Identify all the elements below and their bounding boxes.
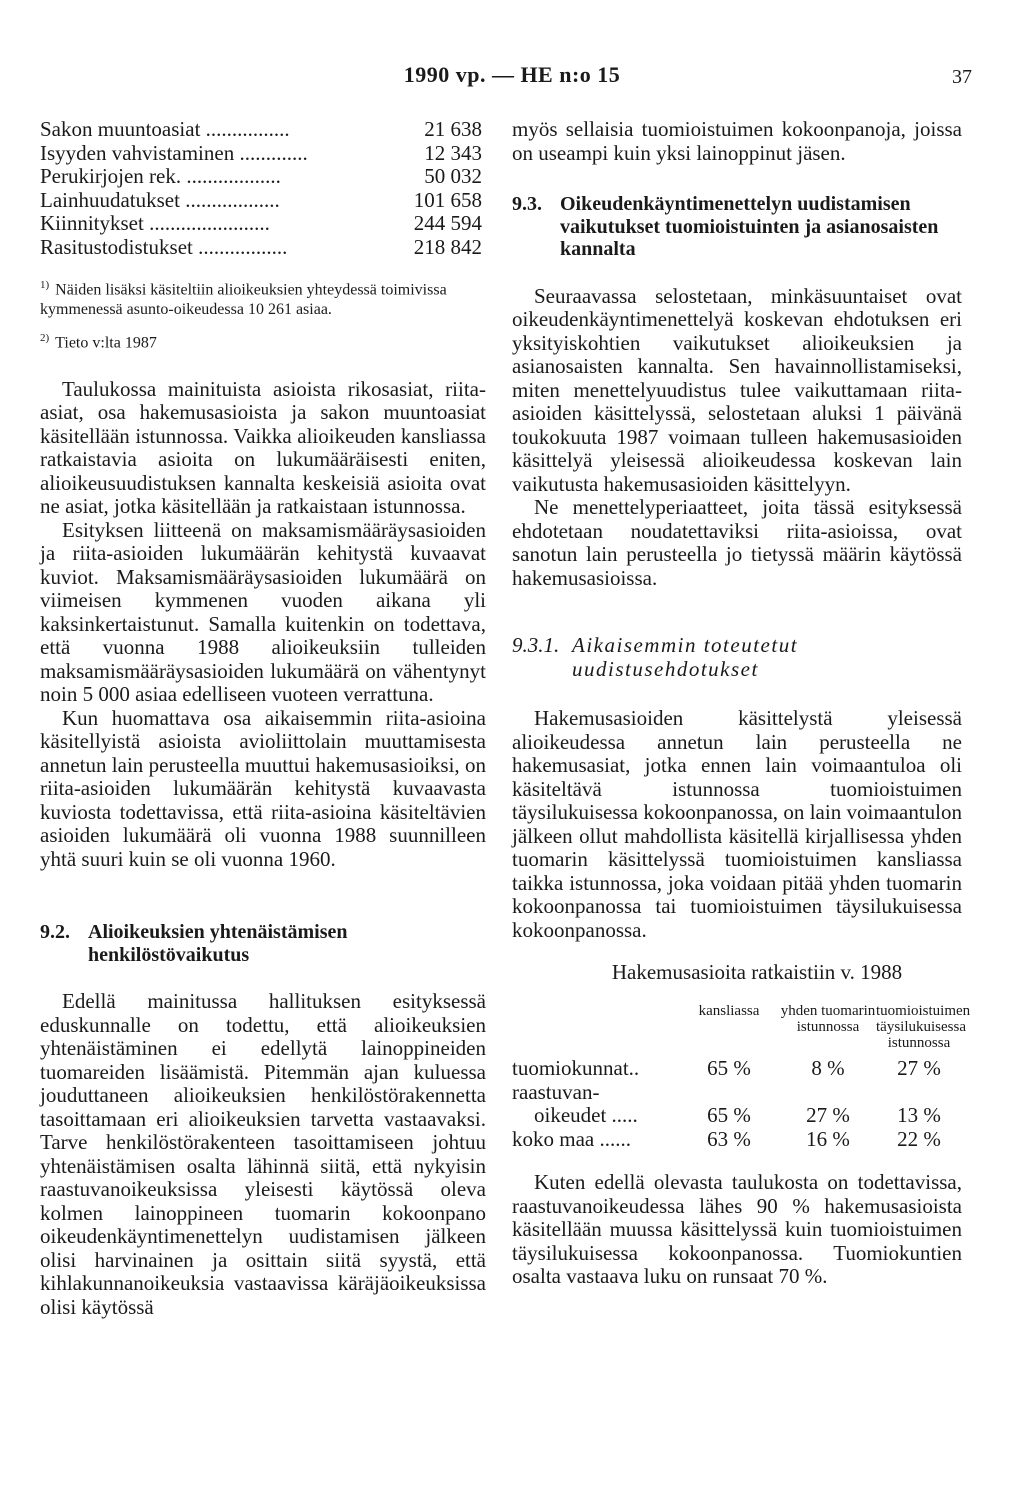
row-label: koko maa ...... — [512, 1127, 631, 1151]
page-number: 37 — [952, 66, 972, 88]
section-9-3-body — [512, 285, 962, 591]
cell: 16 % — [806, 1126, 850, 1151]
section-heading-9-2 — [40, 921, 486, 966]
footnote — [40, 275, 486, 320]
footnote-mark: 2) — [40, 332, 50, 345]
section-title: Aikaisemmin toteutetut uudistusehdotukset — [572, 633, 799, 681]
row-label: Sakon muuntoasiat ................ — [40, 118, 290, 141]
row-value: 218 842 — [413, 234, 482, 259]
section-title: Alioikeuksien yhtenäistämisen henkilöstövaikutus — [88, 921, 348, 966]
table-row — [40, 142, 486, 166]
footnote-text: Tieto v:lta 1987 — [55, 334, 157, 352]
table-row — [512, 1081, 962, 1105]
table-row — [40, 189, 486, 213]
section-number: 9.3. — [512, 193, 542, 215]
table-row — [512, 1057, 962, 1081]
column-header: tuomioistuimen täysilukuisessa istunnossa — [876, 1003, 971, 1051]
cell — [780, 1081, 876, 1105]
cell: 27 % — [897, 1056, 941, 1080]
right-column — [512, 117, 971, 1289]
table-row — [512, 1128, 962, 1152]
footnote — [40, 328, 486, 353]
cell: 8 % — [811, 1056, 845, 1080]
left-column — [40, 118, 486, 1319]
left-body — [40, 378, 486, 872]
cell — [876, 1081, 962, 1105]
cell: 27 % — [806, 1103, 850, 1127]
footnote-mark: 1) — [40, 279, 50, 291]
row-label: Isyyden vahvistaminen ............. — [40, 141, 308, 165]
paragraph: Edellä mainitussa hallituksen esityksessä eduskunnalle on todettu, että alioikeuksien yhtenäistäminen ei edellytä lainoppineiden tuomareiden lisäämistä. Pitemmän ajan kuluessa jouduttaneen alioikeuksien henkilöstörakennetta tasoittamaan eri alioikeuksien tarvetta vastaavaksi. Tarve henkilöstörakenteen tasoittamiseen johtuu yhtenäistämisen osalta lähinnä siitä, että nykyisin raastuvanoikeuksissa yleisesti käytössä oleva kolmen lainoppineen tuomarin kokoonpano oikeudenkäyntimenettelyn uudistamisen jälkeen olisi harvinainen ja osittain siitä syystä, että kihlakunnanoikeuksia vastaavissa käräjäoikeuksissa olisi käytössä — [40, 989, 486, 1319]
row-label: Kiinnitykset ....................... — [40, 212, 270, 235]
footnote-text: Näiden lisäksi käsiteltiin alioikeuksien yhteydessä toimivissa kymmenessä asunto-oikeudessa 10 261 asiaa. — [40, 281, 447, 319]
row-label: raastuvan- — [512, 1080, 600, 1104]
row-value: 12 343 — [424, 140, 482, 165]
row-label: Rasitustodistukset ................. — [40, 235, 288, 259]
section-heading-9-3-1 — [512, 634, 962, 681]
footnotes — [40, 275, 486, 354]
page-title: 1990 vp. — HE n:o 15 — [403, 62, 621, 87]
row-value: 244 594 — [413, 211, 482, 235]
table-row — [40, 165, 486, 189]
section-number: 9.2. — [40, 921, 70, 944]
row-value: 101 658 — [413, 187, 482, 212]
row-value: 21 638 — [424, 117, 482, 141]
paragraph: Esityksen liitteenä on maksamismääräysasioiden ja riita-asioiden lukumäärän kehitystä kuvaavat kuviot. Maksamismääräysasioiden lukumäärä on viimeisen kymmenen vuoden aikana yli kaksinkertaistunut. Samalla kuitenkin on todettava, että vuonna 1988 alioikeuksiin tulleiden maksamismääräysasioiden lukumäärä on vähentynyt noin 5 000 asiaa edelliseen vuoteen verrattuna. — [40, 517, 486, 707]
row-label: tuomiokunnat.. — [512, 1057, 640, 1080]
table-row — [40, 236, 486, 260]
table-row — [512, 1104, 962, 1128]
cell: 13 % — [897, 1103, 941, 1127]
paragraph: Ne menettelyperiaatteet, joita tässä esityksessä ehdotetaan noudatettaviksi riita-asioissa, ovat sanotun lain perusteella jo tietyssä määrin käytössä hakemusasioissa. — [512, 495, 962, 590]
table-title: Hakemusasioita ratkaistiin v. 1988 — [611, 960, 903, 984]
row-label: oikeudet ..... — [534, 1104, 638, 1127]
paragraph: Taulukossa mainituista asioista rikosasiat, riita-asiat, osa hakemusasioista ja sakon muuntoasiat käsitellään istunnossa. Vaikka alioikeuden kansliassa ratkaistavia asioita on lukumääräisesti eniten, alioikeusuudistuksen kannalta keskeisiä asioita ovat ne asiat, jotka käsitellään ja ratkaistaan istunnossa. — [40, 376, 486, 519]
row-label: Perukirjojen rek. .................. — [40, 165, 281, 188]
row-value: 50 032 — [424, 164, 482, 188]
column-header: kansliassa — [698, 1003, 760, 1019]
paragraph: Seuraavassa selostetaan, minkäsuuntaiset ovat oikeudenkäyntimenettelyä koskevan ehdotuksen eri yksityiskohtien vaikutukset alioikeuksien ja asianosaisten kannalta. Sen havainnollistamiseksi, miten menettelyuudistus tulee vaikuttamaan riita-asioiden käsittelyssä, selostetaan aluksi 1 päivänä toukokuuta 1987 voimaan tulleen hakemusasioiden käsittelyä yleisessä alioikeudessa koskevan lain vaikutusta hakemusasioiden käsittelyyn. — [512, 283, 962, 496]
row-label: Lainhuudatukset .................. — [40, 188, 280, 212]
paragraph: myös sellaisia tuomioistuimen kokoonpanoja, joissa on useampi kuin yksi lainoppinut jäsen. — [512, 117, 962, 165]
hakemus-table — [512, 960, 971, 1151]
cell — [678, 1081, 780, 1105]
section-number: 9.3.1. — [512, 633, 560, 657]
cell: 65 % — [707, 1056, 751, 1080]
table-row — [40, 212, 486, 236]
paragraph: Kun huomattava osa aikaisemmin riita-asioina käsitellyistä asioista avioliittolain muuttamisesta annetun lain perusteella muuttui hakemusasioiksi, on riita-asioiden lukumäärän kehitystä kuvaavasta kuviosta todettavissa, että riita-asioina käsiteltävien asioiden lukumäärä oli vuonna 1988 suunnilleen yhtä suuri kuin se oli vuonna 1960. — [40, 705, 486, 871]
table-row — [40, 118, 486, 142]
cell: 22 % — [897, 1126, 941, 1151]
column-header: yhden tuomarin istunnossa — [780, 1003, 876, 1035]
section-title: Oikeudenkäyntimenettelyn uudistamisen vaikutukset tuomioistuinten ja asianosaisten kannalta — [560, 193, 939, 260]
paragraph: Hakemusasioiden käsittelystä yleisessä alioikeudessa annetun lain perusteella ne hakemusasiat, jotka ennen lain voimaantuloa oli käsiteltävä istunnossa tuomioistuimen täysilukuisessa kokoonpanossa, on lain voimaantulon jälkeen ollut mahdollista käsitellä kirjallisessa yhden tuomarin käsittelyssä tuomioistuimen kansliassa taikka istunnossa, joka voidaan pitää yhden tuomarin kokoonpanossa tai tuomioistuimen täysilukuisessa kokoonpanossa. — [512, 706, 962, 942]
section-heading-9-3 — [512, 193, 962, 261]
paragraph: Kuten edellä olevasta taulukosta on todettavissa, raastuvanoikeudessa lähes 90 % hakemusasioista käsitellään muussa käsittelyssä kuin tuomioistuimen täysilukuisessa kokoonpanossa. Tuomiokuntien osalta vastaava luku on runsaat 70 %. — [512, 1170, 962, 1288]
cell: 63 % — [707, 1126, 751, 1151]
cell: 65 % — [707, 1103, 751, 1127]
statistics-table — [40, 118, 486, 259]
table-header — [512, 1003, 971, 1051]
